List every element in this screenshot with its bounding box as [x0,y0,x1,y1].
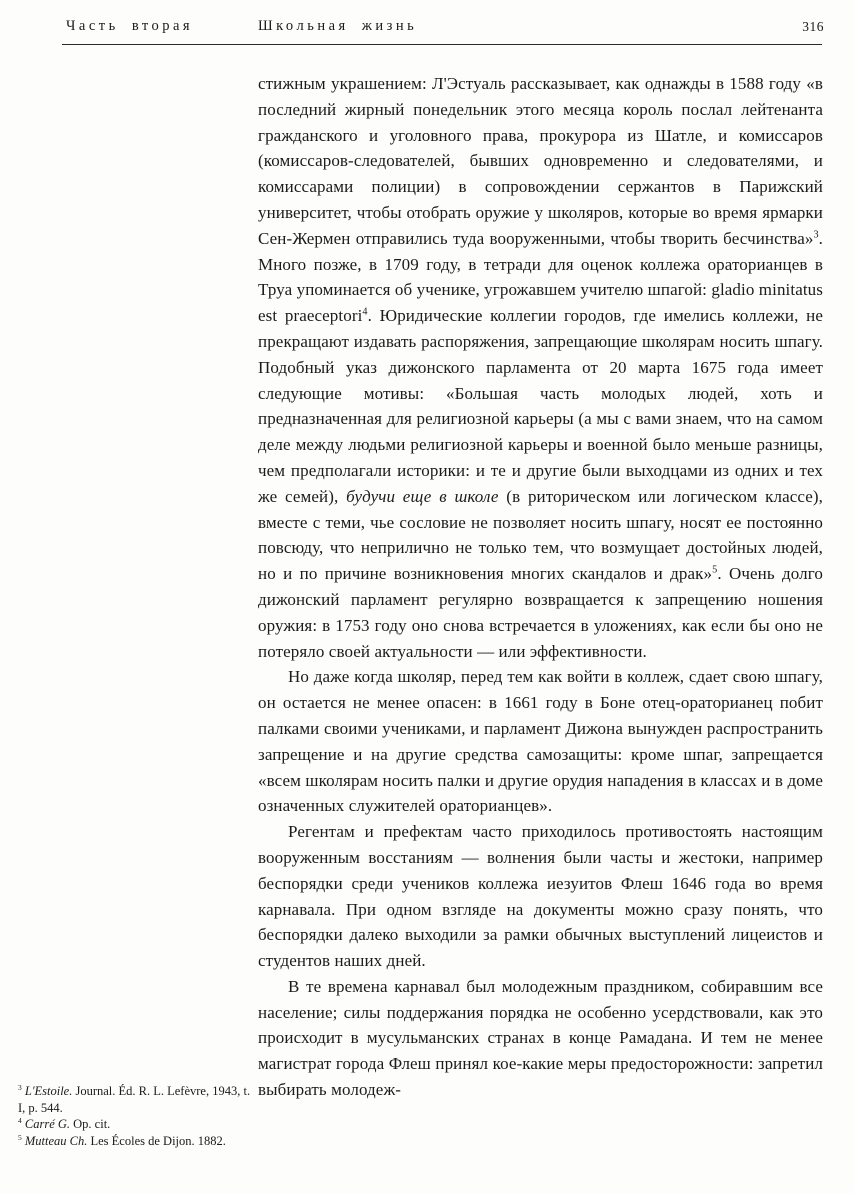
body-text [258,71,823,1103]
text-segment: . Много позже, в 1709 году, в тетради для оценок коллежа ораторианцев в Труа упоминается об ученике, угрожавшем учителю шпагой: gladio minitatus est praeceptori [258,228,823,326]
footnote-ref: 5 [18,1132,22,1142]
chapter-title: Школьная жизнь [258,18,418,34]
header-rule [62,44,822,45]
footnote-ref: 4 [362,306,368,318]
footnote [18,1133,256,1150]
running-head [62,18,824,40]
footnote-ref: 3 [813,229,819,241]
paragraph [258,974,823,1103]
text-segment: Les Écoles de Dijon. 1882. [87,1133,226,1148]
text-segment: В те времена карнавал был молодежным праздником, собиравшим все население; силы поддержания порядка не особенно усердствовали, как это происходит в мусульманских странах в конце Рамадана. И тем не менее магистрат города Флеш принял кое-какие меры предосторожности: запретил выбирать молодеж- [258,976,823,1100]
text-segment: Mutteau Ch. [24,1133,88,1148]
text-segment: Регентам и префектам часто приходилось противостоять настоящим вооруженным восстаниям — волнения были часты и жестоки, например беспорядки среди учеников коллежа иезуитов Флеш 1646 года во время карнавала. При одном взгляде на документы можно сразу понять, что беспорядки далеко выходили за рамки обычных выступлений лицеистов и студентов наших дней. [258,822,823,971]
footnote-ref: 3 [18,1082,22,1092]
footnote-ref: 5 [712,564,718,576]
text-segment: Но даже когда школяр, перед тем как войти в коллеж, сдает свою шпагу, он остается не менее опасен: в 1661 году в Боне отец-ораторианец побит палками своими учениками, и парламент Дижона вынужден распространить запрещение и на другие средства самозащиты: кроме шпаг, запрещается «всем школярам носить палки и другие орудия нападения в классах и в доме означенных служителей ораторианцев». [258,667,823,816]
page-number: 316 [802,19,824,34]
paragraph [258,664,823,819]
section-title: Часть вторая [66,18,194,34]
footnote-ref: 4 [18,1116,22,1126]
text-segment: (в риторическом или логическом классе), вместе с теми, чье сословие не позволяет носить шпагу, носят ее постоянно повсюду, что неприлично не только тем, что возмущает достойных людей, но и по причине возникновения многих скандалов и драк» [258,486,823,584]
paragraph [258,819,823,974]
paragraph [258,71,823,664]
text-segment: Journal. Éd. R. L. Lefèvre, 1943, t. I, p. 544. [18,1084,251,1115]
text-segment: L'Estoile. [24,1084,73,1098]
text-segment: Op. cit. [70,1117,111,1132]
text-segment: Carré G. [24,1117,71,1132]
footnote [18,1116,256,1133]
footnote [18,1083,256,1116]
text-segment: стижным украшением: Л'Эстуаль рассказывает, как однажды в 1588 году «в последний жирный понедельник этого месяца король послал лейтенанта гражданского и уголовного права, прокурора из Шатле, и комиссаров (комиссаров-следователей, бывших одновременно и следователями, и комиссарами полиции) в сопровождении сержантов в Парижский университет, чтобы отобрать оружие у школяров, которые во время ярмарки Сен-Жермен отправились туда вооруженными, чтобы творить бесчинства» [258,74,823,248]
text-segment: . Очень долго дижонский парламент регулярно возвращается к запрещению ношения оружия: в 1753 году оно снова встречается в уложениях, как если бы оно не потеряло своей актуальности — или эффективности. [258,564,823,661]
footnotes [18,1083,256,1149]
text-segment: будучи еще в школе [346,486,499,506]
text-segment: . Юридические коллегии городов, где имелись коллежи, не прекращают издавать распоряжения, запрещающие школярам носить шпагу. Подобный указ дижонского парламента от 20 марта 1675 года имеет следующие мотивы: «Большая часть молодых людей, хоть и предназначенная для религиозной карьеры (а мы с вами знаем, что на самом деле между людьми религиозной карьеры и военной было меньше разницы, чем предполагали историки: и те и другие были выходцами из одних и тех же семей), [258,306,823,506]
